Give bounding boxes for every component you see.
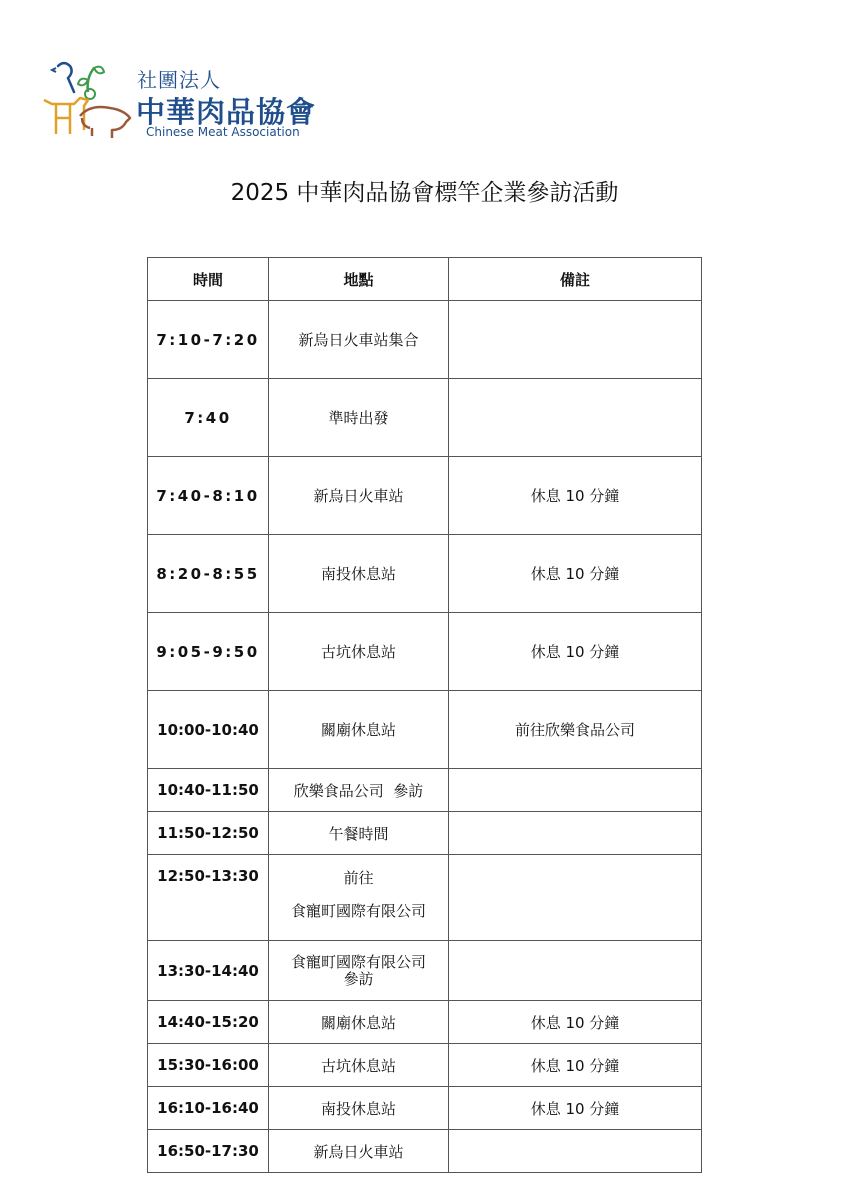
time-cell: 12:50-13:30 xyxy=(148,855,269,941)
time-cell: 7:10-7:20 xyxy=(148,301,269,379)
place-cell: 關廟休息站 xyxy=(269,1001,449,1044)
table-row xyxy=(148,855,702,941)
place-cell: 午餐時間 xyxy=(269,812,449,855)
itinerary-table xyxy=(147,257,702,1173)
table-row xyxy=(148,769,702,812)
table-header-row xyxy=(148,258,702,301)
place-cell: 新烏日火車站集合 xyxy=(269,301,449,379)
note-cell: 休息 10 分鐘 xyxy=(449,613,702,691)
logo-english-name: Chinese Meat Association xyxy=(146,125,300,139)
table-row xyxy=(148,1001,702,1044)
place-cell: 欣樂食品公司 參訪 xyxy=(269,769,449,812)
table-row xyxy=(148,301,702,379)
time-cell: 13:30-14:40 xyxy=(148,941,269,1001)
place-cell: 新烏日火車站 xyxy=(269,1130,449,1173)
note-cell: 前往欣樂食品公司 xyxy=(449,691,702,769)
association-logo xyxy=(42,58,332,144)
place-cell: 南投休息站 xyxy=(269,535,449,613)
note-cell xyxy=(449,301,702,379)
table-row xyxy=(148,457,702,535)
time-cell: 7:40-8:10 xyxy=(148,457,269,535)
logo-animals-icon xyxy=(42,58,134,144)
table-row xyxy=(148,1044,702,1087)
place-cell: 關廟休息站 xyxy=(269,691,449,769)
place-cell: 新烏日火車站 xyxy=(269,457,449,535)
table-row xyxy=(148,941,702,1001)
place-cell: 南投休息站 xyxy=(269,1087,449,1130)
header-time: 時間 xyxy=(148,258,269,301)
time-cell: 10:00-10:40 xyxy=(148,691,269,769)
header-note: 備註 xyxy=(449,258,702,301)
time-cell: 7:40 xyxy=(148,379,269,457)
table-row xyxy=(148,613,702,691)
logo-name: 中華肉品協會 xyxy=(136,95,317,129)
table-row xyxy=(148,1087,702,1130)
note-cell: 休息 10 分鐘 xyxy=(449,1087,702,1130)
note-cell: 休息 10 分鐘 xyxy=(449,1001,702,1044)
place-cell: 古坑休息站 xyxy=(269,613,449,691)
place-cell xyxy=(269,941,449,1001)
note-cell xyxy=(449,1130,702,1173)
document-title: 2025 中華肉品協會標竿企業參訪活動 xyxy=(230,180,619,206)
time-cell: 9:05-9:50 xyxy=(148,613,269,691)
note-cell xyxy=(449,941,702,1001)
time-cell: 15:30-16:00 xyxy=(148,1044,269,1087)
time-cell: 8:20-8:55 xyxy=(148,535,269,613)
table-row xyxy=(148,379,702,457)
place-cell xyxy=(269,855,449,941)
table-row xyxy=(148,812,702,855)
time-cell: 11:50-12:50 xyxy=(148,812,269,855)
header-place: 地點 xyxy=(269,258,449,301)
place-line-2: 參訪 xyxy=(343,969,374,988)
table-row xyxy=(148,1130,702,1173)
note-cell xyxy=(449,812,702,855)
note-cell: 休息 10 分鐘 xyxy=(449,457,702,535)
note-cell xyxy=(449,379,702,457)
note-cell xyxy=(449,769,702,812)
table-row xyxy=(148,691,702,769)
place-cell: 準時出發 xyxy=(269,379,449,457)
time-cell: 16:50-17:30 xyxy=(148,1130,269,1173)
time-cell: 14:40-15:20 xyxy=(148,1001,269,1044)
logo-subtitle: 社團法人 xyxy=(137,68,221,92)
place-line-2: 食寵町國際有限公司 xyxy=(290,902,426,920)
place-line-1: 前往 xyxy=(343,869,374,887)
table-row xyxy=(148,535,702,613)
note-cell: 休息 10 分鐘 xyxy=(449,535,702,613)
note-cell xyxy=(449,855,702,941)
time-cell: 10:40-11:50 xyxy=(148,769,269,812)
note-cell: 休息 10 分鐘 xyxy=(449,1044,702,1087)
place-cell: 古坑休息站 xyxy=(269,1044,449,1087)
place-line-1: 食寵町國際有限公司 xyxy=(290,952,426,971)
time-cell: 16:10-16:40 xyxy=(148,1087,269,1130)
